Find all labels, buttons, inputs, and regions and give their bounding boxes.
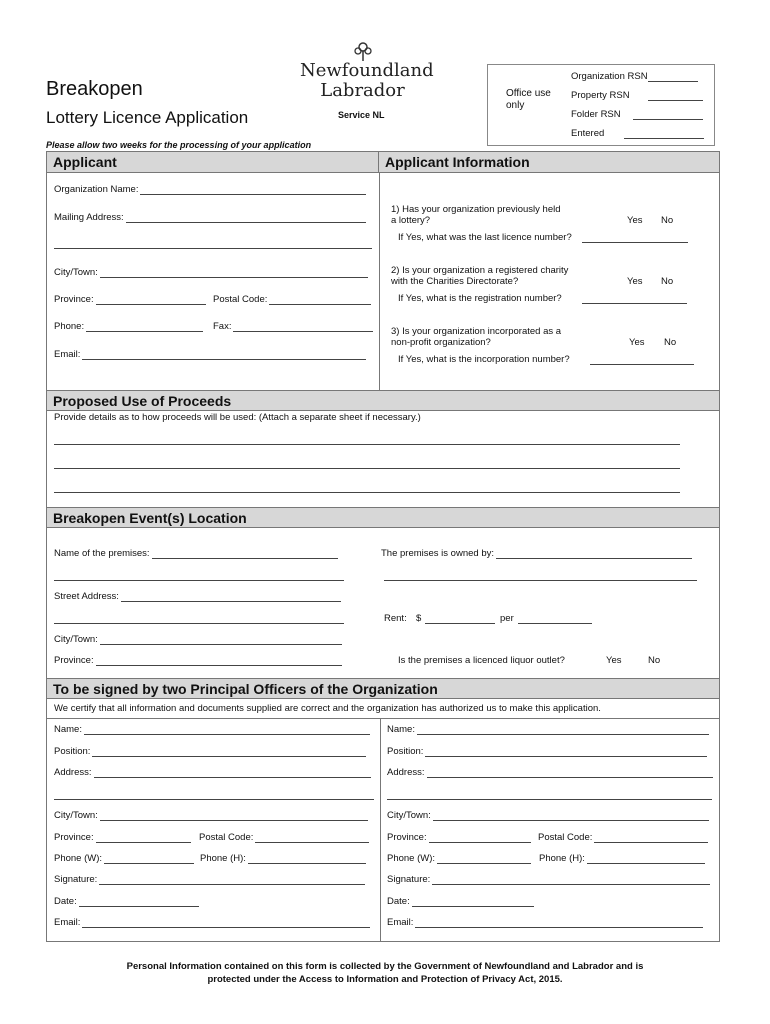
liquor-outlet-yes[interactable]: Yes <box>606 655 622 666</box>
question-1-line-1: 1) Has your organization previously held <box>391 204 561 215</box>
proceeds-instruction: Provide details as to how proceeds will be used: (Attach a separate sheet if necessary.) <box>54 412 421 423</box>
government-logo <box>300 40 434 120</box>
email-field[interactable]: Email: <box>54 349 366 360</box>
proceeds-line-1[interactable] <box>54 444 680 445</box>
question-1-no[interactable]: No <box>661 215 674 226</box>
signing-heading: To be signed by two Principal Officers of the Organization <box>47 679 719 699</box>
officer-2-city-field[interactable]: City/Town: <box>387 810 709 821</box>
rent-label: Rent: <box>384 613 407 624</box>
question-3-line-1: 3) Is your organization incorporated as a <box>391 326 562 337</box>
question-1-line-2: a lottery? <box>391 215 431 226</box>
proceeds-line-2[interactable] <box>54 468 680 469</box>
officer-2-address-line-2[interactable] <box>387 799 712 800</box>
officer-2-phone-work-field[interactable]: Phone (W): <box>387 853 531 864</box>
liquor-outlet-question: Is the premises a licenced liquor outlet? <box>398 655 565 666</box>
city-town-field[interactable]: City/Town: <box>54 267 368 278</box>
folder-rsn-field[interactable]: Folder RSN <box>571 109 703 120</box>
officer-1-name-field[interactable]: Name: <box>54 724 370 735</box>
postal-code-field[interactable]: Postal Code: <box>213 294 371 305</box>
question-3-no[interactable]: No <box>664 337 677 348</box>
officer-1-email-field[interactable]: Email: <box>54 917 370 928</box>
registration-number-field[interactable]: If Yes, what is the registration number? <box>398 293 687 304</box>
street-address-field[interactable]: Street Address: <box>54 591 341 602</box>
applicant-heading: Applicant <box>47 152 379 173</box>
incorporation-number-field[interactable]: If Yes, what is the incorporation number? <box>398 354 694 365</box>
privacy-notice-line-2: protected under the Access to Information and Protection of Privacy Act, 2015. <box>207 974 563 985</box>
street-address-line-2[interactable] <box>54 623 344 624</box>
officer-2-address-field[interactable]: Address: <box>387 767 713 778</box>
proceeds-line-3[interactable] <box>54 492 680 493</box>
phone-field[interactable]: Phone: <box>54 321 203 332</box>
signing-top-rule <box>47 718 719 719</box>
event-location-heading: Breakopen Event(s) Location <box>47 508 719 528</box>
form-subtitle: Lottery Licence Application <box>46 108 249 127</box>
applicant-info-heading: Applicant Information <box>379 152 719 173</box>
mailing-address-field[interactable]: Mailing Address: <box>54 212 366 223</box>
officer-1-address-field[interactable]: Address: <box>54 767 371 778</box>
organization-name-field[interactable]: Organization Name: <box>54 184 366 195</box>
office-use-label: Office use only <box>506 88 551 111</box>
officer-1-phone-home-field[interactable]: Phone (H): <box>200 853 366 864</box>
rent-period-field[interactable]: per <box>500 613 592 624</box>
officer-1-phone-work-field[interactable]: Phone (W): <box>54 853 194 864</box>
officer-1-position-field[interactable]: Position: <box>54 746 366 757</box>
question-2-no[interactable]: No <box>661 276 674 287</box>
proceeds-heading: Proposed Use of Proceeds <box>47 391 719 411</box>
event-city-field[interactable]: City/Town: <box>54 634 342 645</box>
last-licence-number-field[interactable]: If Yes, what was the last licence number? <box>398 232 688 243</box>
question-2-yes[interactable]: Yes <box>627 276 643 287</box>
organization-rsn-field[interactable]: Organization RSN <box>571 71 698 82</box>
event-province-field[interactable]: Province: <box>54 655 342 666</box>
officer-2-phone-home-field[interactable]: Phone (H): <box>539 853 705 864</box>
officer-2-province-field[interactable]: Province: <box>387 832 531 843</box>
rent-amount-field[interactable]: $ <box>416 613 495 624</box>
officer-1-signature-field[interactable]: Signature: <box>54 874 365 885</box>
officer-1-city-field[interactable]: City/Town: <box>54 810 368 821</box>
pitcher-plant-icon <box>352 40 374 62</box>
service-nl: Service NL <box>338 110 385 120</box>
signing-divider <box>380 718 381 941</box>
premises-owner-field[interactable]: The premises is owned by: <box>381 548 692 559</box>
officer-2-email-field[interactable]: Email: <box>387 917 703 928</box>
officer-2-postal-field[interactable]: Postal Code: <box>538 832 708 843</box>
processing-notice: Please allow two weeks for the processing of your application <box>46 140 312 150</box>
province-field[interactable]: Province: <box>54 294 206 305</box>
form-title: Breakopen <box>46 78 143 100</box>
logo-labrador: Labrador <box>320 80 405 101</box>
office-use-box <box>487 64 715 146</box>
question-2-line-1: 2) Is your organization a registered charity <box>391 265 569 276</box>
liquor-outlet-no[interactable]: No <box>648 655 661 666</box>
officer-2-date-field[interactable]: Date: <box>387 896 534 907</box>
officer-1-address-line-2[interactable] <box>54 799 374 800</box>
question-1-yes[interactable]: Yes <box>627 215 643 226</box>
question-3-line-2: non-profit organization? <box>391 337 491 348</box>
certification-statement: We certify that all information and documents supplied are correct and the organization has authorized us to make this application. <box>54 703 601 714</box>
property-rsn-field[interactable]: Property RSN <box>571 90 703 101</box>
mailing-address-line-2[interactable] <box>54 248 372 249</box>
officer-1-date-field[interactable]: Date: <box>54 896 199 907</box>
officer-2-signature-field[interactable]: Signature: <box>387 874 710 885</box>
privacy-notice-line-1: Personal Information contained on this form is collected by the Government of Newfoundland and Labrador and is <box>126 961 644 972</box>
section-divider <box>379 173 380 390</box>
premises-name-field[interactable]: Name of the premises: <box>54 548 338 559</box>
officer-1-postal-field[interactable]: Postal Code: <box>199 832 369 843</box>
premises-name-line-2[interactable] <box>54 580 344 581</box>
officer-2-name-field[interactable]: Name: <box>387 724 709 735</box>
question-3-yes[interactable]: Yes <box>629 337 645 348</box>
entered-field[interactable]: Entered <box>571 128 704 139</box>
logo-newfoundland: Newfoundland <box>300 60 434 81</box>
premises-owner-line-2[interactable] <box>384 580 697 581</box>
officer-1-province-field[interactable]: Province: <box>54 832 191 843</box>
officer-2-position-field[interactable]: Position: <box>387 746 707 757</box>
question-2-line-2: with the Charities Directorate? <box>391 276 519 287</box>
fax-field[interactable]: Fax: <box>213 321 373 332</box>
